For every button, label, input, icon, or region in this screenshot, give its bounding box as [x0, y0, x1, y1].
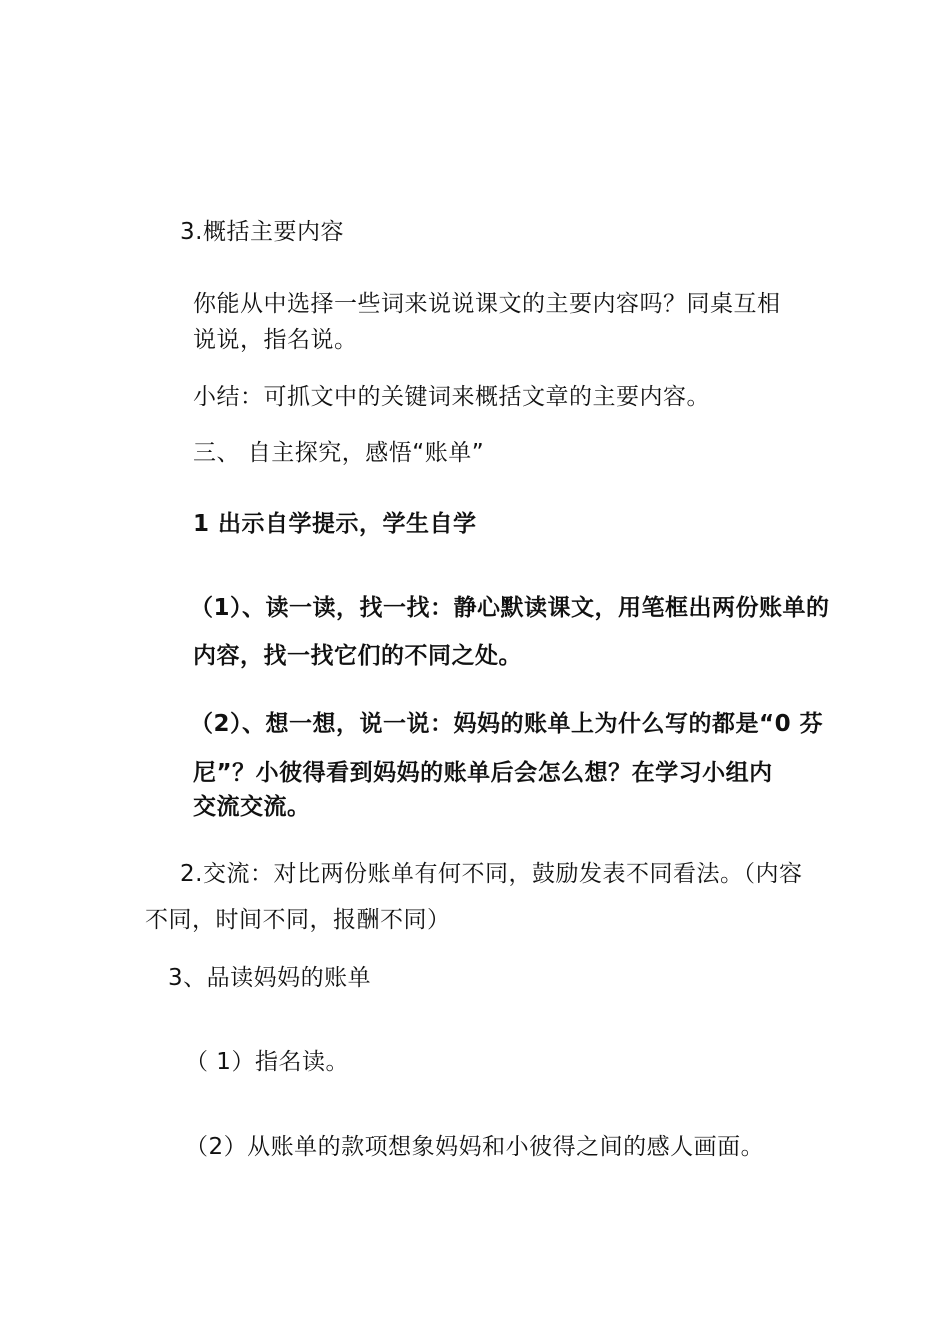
- section-3-heading: 3.概括主要内容: [180, 219, 344, 245]
- step-3-item-2: （2）从账单的款项想象妈妈和小彼得之间的感人画面。: [185, 1134, 765, 1160]
- task-2-line-1: （2）、想一想，说一说：妈妈的账单上为什么写的都是“0 芬: [190, 711, 824, 737]
- task-1-line-2: 内容，找一找它们的不同之处。: [193, 643, 522, 669]
- step-2-line-2: 不同，时间不同，报酬不同）: [145, 907, 451, 933]
- step-3-heading: 3、品读妈妈的账单: [168, 965, 372, 991]
- task-1-line-1: （1）、读一读，找一找：静心默读课文，用笔框出两份账单的: [190, 595, 830, 621]
- task-2-line-2: 尼”？小彼得看到妈妈的账单后会怎么想？在学习小组内: [193, 760, 773, 786]
- task-2-line-3: 交流交流。: [193, 794, 311, 820]
- step-2-line-1: 2.交流：对比两份账单有何不同，鼓励发表不同看法。（内容: [180, 861, 803, 887]
- part-three-heading: 三、 自主探究，感悟“账单”: [193, 440, 485, 466]
- step-3-item-1: （ 1）指名读。: [185, 1049, 349, 1075]
- summary-paragraph: 小结：可抓文中的关键词来概括文章的主要内容。: [193, 384, 710, 410]
- question-paragraph-line-1: 你能从中选择一些词来说说课文的主要内容吗？同桌互相: [193, 291, 781, 317]
- step-1-heading: 1 出示自学提示，学生自学: [193, 511, 477, 537]
- question-paragraph-line-2: 说说，指名说。: [193, 327, 358, 353]
